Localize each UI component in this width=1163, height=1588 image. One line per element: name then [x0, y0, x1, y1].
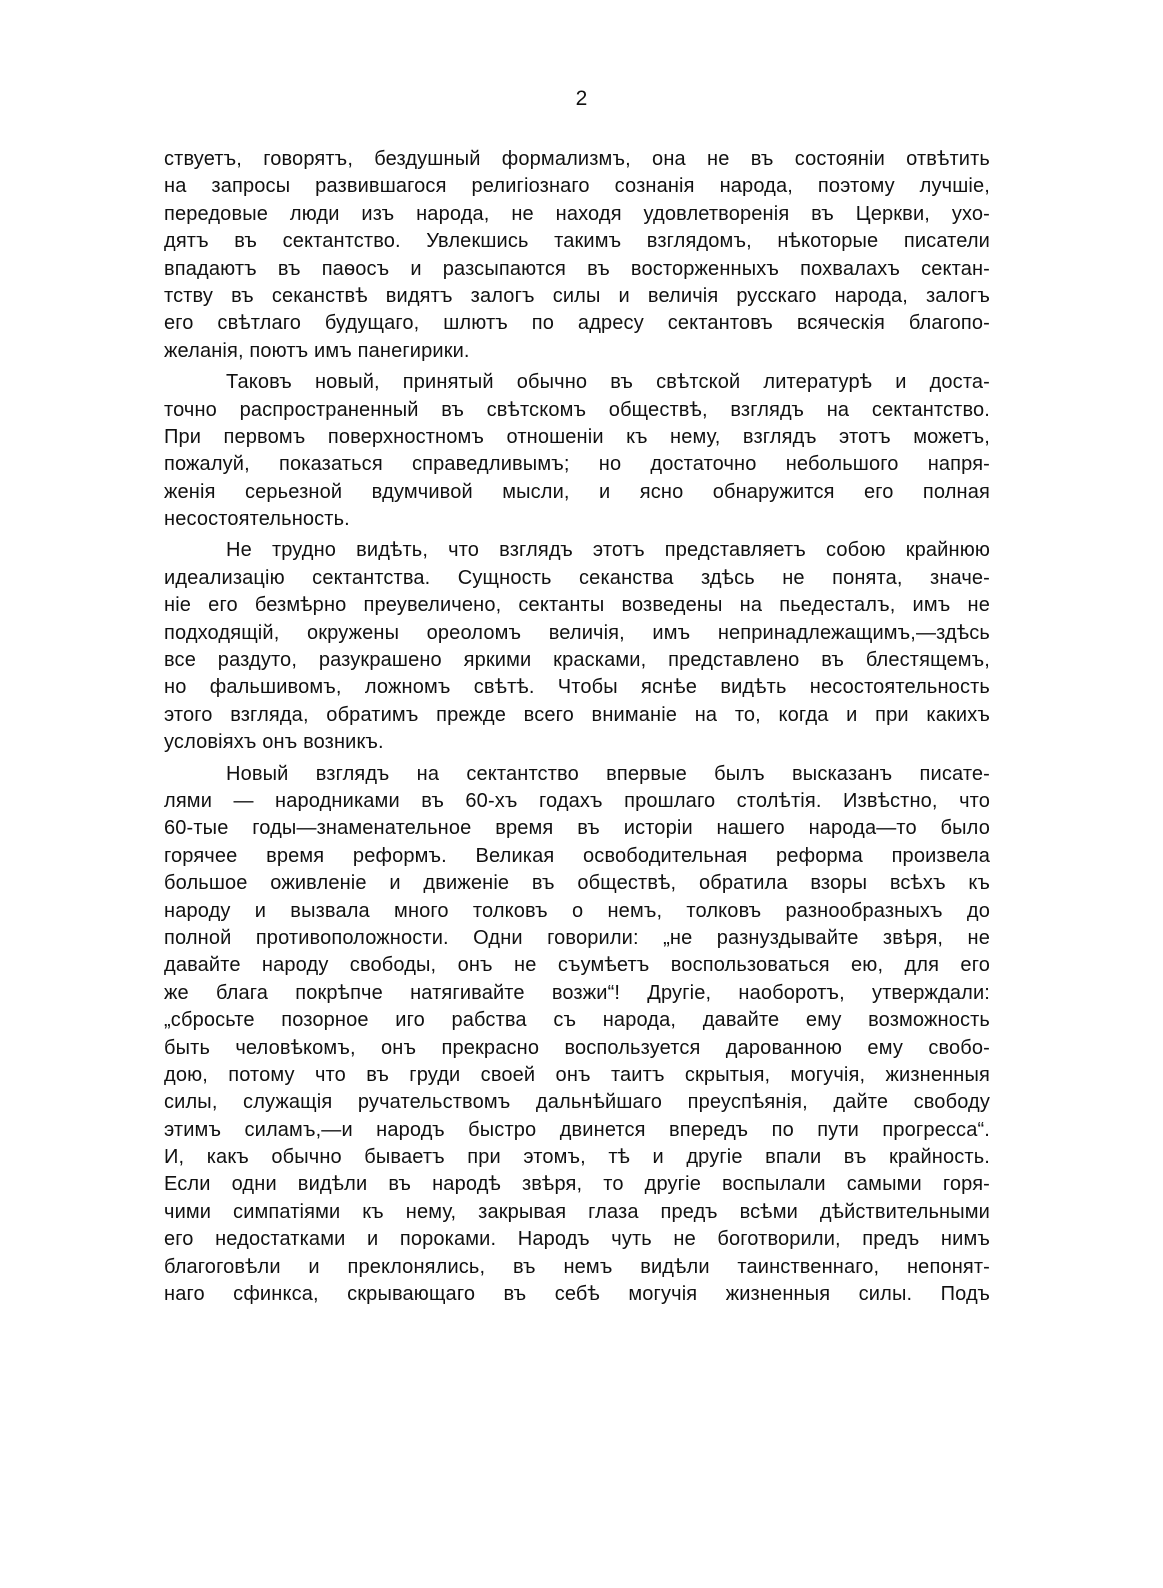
text-line: 60-тые годы—знаменательное время въ исторіи нашего народа—то было	[164, 817, 990, 840]
paragraph	[164, 146, 990, 365]
text-line: лями — народниками въ 60-хъ годахъ прошлаго столѣтія. Извѣстно, что	[164, 789, 990, 812]
body-text	[164, 146, 990, 1308]
text-line: впадаютъ въ паѳосъ и разсыпаются въ восторженныхъ похвалахъ сектан-	[164, 257, 990, 280]
text-line: передовые люди изъ народа, не находя удовлетворенія въ Церкви, ухо-	[164, 202, 990, 225]
text-line: идеализацію сектантства. Сущность секанства здѣсь не понята, значе-	[164, 566, 990, 589]
text-line: подходящій, окружены ореоломъ величія, имъ непринадлежащимъ,—здѣсь	[164, 621, 990, 644]
text-line: этимъ силамъ,—и народъ быстро двинется впередъ по пути прогресса“.	[164, 1118, 990, 1141]
text-line: чими симпатіями къ нему, закрывая глаза предъ всѣми дѣйствительными	[164, 1200, 990, 1223]
text-line: большое оживленіе и движеніе въ обществѣ, обратила взоры всѣхъ къ	[164, 872, 990, 895]
text-line: Не трудно видѣть, что взглядъ этотъ представляетъ собою крайнюю	[226, 539, 990, 562]
text-line: женія серьезной вдумчивой мысли, и ясно обнаружится его полная	[164, 480, 990, 503]
text-line: этого взгляда, обратимъ прежде всего вниманіе на то, когда и при какихъ	[164, 703, 990, 726]
text-line: полной противоположности. Одни говорили: „не разнуздывайте звѣря, не	[164, 926, 990, 949]
text-line: И, какъ обычно бываетъ при этомъ, тѣ и другіе впали въ крайность.	[164, 1146, 990, 1169]
paragraph	[164, 761, 990, 1309]
text-line: на запросы развившагося религіознаго сознанія народа, поэтому лучшіе,	[164, 175, 990, 198]
paragraph	[164, 369, 990, 533]
text-line: пожалуй, показаться справедливымъ; но достаточно небольшого напря-	[164, 453, 990, 476]
text-line: При первомъ поверхностномъ отношеніи къ нему, взглядъ этотъ можетъ,	[164, 425, 990, 448]
page-number: 2	[575, 87, 588, 110]
text-line: народу и вызвала много толковъ о немъ, толковъ разнообразныхъ до	[164, 899, 990, 922]
text-line: его недостатками и пороками. Народъ чуть не боготворили, предъ нимъ	[164, 1228, 990, 1251]
text-line: дою, потому что въ груди своей онъ таитъ скрытыя, могучія, жизненныя	[164, 1063, 990, 1086]
text-line: быть человѣкомъ, онъ прекрасно воспользуется дарованною ему свобо-	[164, 1036, 990, 1059]
text-line: ніе его безмѣрно преувеличено, сектанты возведены на пьедесталъ, имъ не	[164, 594, 990, 617]
text-line: дятъ въ сектантство. Увлекшись такимъ взглядомъ, нѣкоторые писатели	[164, 230, 990, 253]
text-line: же блага покрѣпче натягивайте возжи“! Другіе, наоборотъ, утверждали:	[164, 981, 990, 1004]
text-line: условіяхъ онъ возникъ.	[164, 731, 384, 754]
text-line: несостоятельность.	[164, 508, 350, 531]
paragraph	[164, 537, 990, 756]
text-line: тству въ секанствѣ видятъ залогъ силы и величія русскаго народа, залогъ	[164, 284, 990, 307]
text-line: Если одни видѣли въ народѣ звѣря, то другіе воспылали самыми горя-	[164, 1173, 990, 1196]
text-line: Таковъ новый, принятый обычно въ свѣтской литературѣ и доста-	[226, 371, 990, 394]
text-line: благоговѣли и преклонялись, въ немъ видѣли таинственнаго, непонят-	[164, 1255, 990, 1278]
text-line: но фальшивомъ, ложномъ свѣтѣ. Чтобы яснѣе видѣть несостоятельность	[164, 676, 990, 699]
text-line: силы, служащія ручательствомъ дальнѣйшаго преуспѣянія, дайте свободу	[164, 1091, 990, 1114]
text-line: „сбросьте позорное иго рабства съ народа, давайте ему возможность	[164, 1009, 990, 1032]
text-line: горячее время реформъ. Великая освободительная реформа произвела	[164, 844, 990, 867]
text-line: ствуетъ, говорятъ, бездушный формализмъ, она не въ состояніи отвѣтить	[164, 148, 990, 170]
text-line: наго сфинкса, скрывающаго въ себѣ могучія жизненныя силы. Подъ	[164, 1283, 990, 1306]
text-line: давайте народу свободы, онъ не съумѣетъ воспользоваться ею, для его	[164, 954, 990, 977]
text-line: его свѣтлаго будущаго, шлютъ по адресу сектантовъ всяческія благопо-	[164, 312, 990, 335]
text-line: желанія, поютъ имъ панегирики.	[164, 339, 470, 362]
text-line: точно распространенный въ свѣтскомъ обществѣ, взглядъ на сектантство.	[164, 398, 990, 421]
text-line: все раздуто, разукрашено яркими красками, представлено въ блестящемъ,	[164, 649, 990, 672]
text-line: Новый взглядъ на сектантство впервые былъ высказанъ писате-	[226, 762, 990, 785]
